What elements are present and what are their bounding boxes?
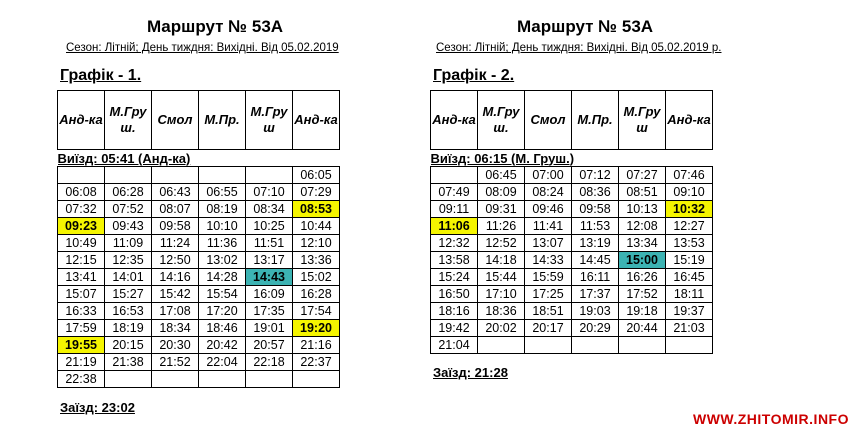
time-cell: 14:33 (525, 252, 572, 269)
time-cell: 09:46 (525, 201, 572, 218)
time-cell: 10:10 (199, 218, 246, 235)
time-cell: 16:26 (619, 269, 666, 286)
time-cell: 19:18 (619, 303, 666, 320)
time-cell: 06:28 (105, 184, 152, 201)
time-cell: 16:53 (105, 303, 152, 320)
time-cell: 15:27 (105, 286, 152, 303)
time-cell: 15:59 (525, 269, 572, 286)
time-cell: 22:38 (58, 371, 105, 388)
stop-header: М.Груш (619, 91, 666, 150)
stop-header: Анд-ка (58, 91, 105, 150)
time-cell: 11:24 (152, 235, 199, 252)
time-cell: 08:07 (152, 201, 199, 218)
table-row (58, 218, 340, 235)
table-row (431, 286, 713, 303)
time-cell: 10:25 (246, 218, 293, 235)
time-cell: 07:46 (666, 167, 713, 184)
table-row (431, 269, 713, 286)
time-cell (152, 167, 199, 184)
time-cell: 09:11 (431, 201, 478, 218)
time-cell: 14:43 (246, 269, 293, 286)
time-cell: 11:36 (199, 235, 246, 252)
departure-note: Виїзд: 05:41 (Анд-ка) (58, 150, 340, 167)
schedule-label-left: Графік - 1. (60, 67, 142, 84)
time-cell: 18:34 (152, 320, 199, 337)
time-cell (58, 167, 105, 184)
table-row (431, 167, 713, 184)
time-cell: 09:31 (478, 201, 525, 218)
departure-note: Виїзд: 06:15 (М. Груш.) (431, 150, 713, 167)
time-cell: 19:37 (666, 303, 713, 320)
time-cell: 12:10 (293, 235, 340, 252)
route-title-left: Маршрут № 53А (146, 17, 284, 36)
time-cell (293, 371, 340, 388)
time-cell: 16:11 (572, 269, 619, 286)
table-row (58, 371, 340, 388)
time-cell: 19:03 (572, 303, 619, 320)
stop-header: Смол (152, 91, 199, 150)
time-cell: 16:33 (58, 303, 105, 320)
timetable-left (57, 90, 340, 388)
time-cell: 17:25 (525, 286, 572, 303)
time-cell: 18:36 (478, 303, 525, 320)
time-cell: 12:52 (478, 235, 525, 252)
time-cell: 17:10 (478, 286, 525, 303)
stop-header: Смол (525, 91, 572, 150)
time-cell: 14:01 (105, 269, 152, 286)
time-cell: 20:42 (199, 337, 246, 354)
time-cell (105, 371, 152, 388)
time-cell: 22:04 (199, 354, 246, 371)
stop-header: М.Пр. (572, 91, 619, 150)
time-cell: 07:52 (105, 201, 152, 218)
time-cell: 07:27 (619, 167, 666, 184)
time-cell: 09:10 (666, 184, 713, 201)
time-cell: 14:18 (478, 252, 525, 269)
time-cell: 18:11 (666, 286, 713, 303)
table-row (58, 303, 340, 320)
time-cell: 22:18 (246, 354, 293, 371)
table-row (431, 320, 713, 337)
time-cell: 21:16 (293, 337, 340, 354)
stop-header: М.Пр. (199, 91, 246, 150)
time-cell: 11:51 (246, 235, 293, 252)
time-cell: 20:57 (246, 337, 293, 354)
time-cell: 08:24 (525, 184, 572, 201)
header-row (58, 91, 340, 150)
time-cell: 11:41 (525, 218, 572, 235)
time-cell: 10:32 (666, 201, 713, 218)
time-cell (431, 167, 478, 184)
time-cell: 16:09 (246, 286, 293, 303)
time-cell: 06:08 (58, 184, 105, 201)
time-cell (525, 337, 572, 354)
time-cell: 15:24 (431, 269, 478, 286)
time-cell: 14:28 (199, 269, 246, 286)
stop-header: М.Груш. (105, 91, 152, 150)
time-cell: 11:26 (478, 218, 525, 235)
time-cell: 20:15 (105, 337, 152, 354)
time-cell: 13:02 (199, 252, 246, 269)
arrival-note-right: Заїзд: 21:28 (433, 365, 508, 380)
time-cell: 16:50 (431, 286, 478, 303)
time-cell: 06:55 (199, 184, 246, 201)
table-row (58, 269, 340, 286)
table-row (58, 252, 340, 269)
table-row (58, 337, 340, 354)
stop-header: Анд-ка (666, 91, 713, 150)
time-cell: 14:16 (152, 269, 199, 286)
time-cell: 08:19 (199, 201, 246, 218)
table-row (431, 337, 713, 354)
table-row (58, 201, 340, 218)
time-cell: 19:20 (293, 320, 340, 337)
time-cell: 09:23 (58, 218, 105, 235)
time-cell (246, 167, 293, 184)
time-cell: 21:38 (105, 354, 152, 371)
time-cell: 07:49 (431, 184, 478, 201)
time-cell: 10:13 (619, 201, 666, 218)
time-cell: 14:45 (572, 252, 619, 269)
time-cell: 11:53 (572, 218, 619, 235)
time-cell: 17:59 (58, 320, 105, 337)
time-cell: 09:58 (152, 218, 199, 235)
time-cell: 20:02 (478, 320, 525, 337)
time-cell: 12:08 (619, 218, 666, 235)
time-cell: 08:36 (572, 184, 619, 201)
stop-header: Анд-ка (431, 91, 478, 150)
time-cell: 17:35 (246, 303, 293, 320)
time-cell: 13:36 (293, 252, 340, 269)
time-cell: 12:50 (152, 252, 199, 269)
time-cell: 19:42 (431, 320, 478, 337)
time-cell: 18:51 (525, 303, 572, 320)
time-cell: 10:49 (58, 235, 105, 252)
header-row (431, 91, 713, 150)
time-cell: 08:34 (246, 201, 293, 218)
season-subtitle-left: Сезон: Літній; День тиждня: Вихідні. Від 05.02.2019 (66, 42, 339, 54)
time-cell: 22:37 (293, 354, 340, 371)
time-cell: 07:29 (293, 184, 340, 201)
table-row (431, 201, 713, 218)
time-cell: 07:10 (246, 184, 293, 201)
table-row (58, 320, 340, 337)
time-cell: 15:54 (199, 286, 246, 303)
time-cell: 21:52 (152, 354, 199, 371)
time-cell (666, 337, 713, 354)
time-cell: 20:30 (152, 337, 199, 354)
route-title-right: Маршрут № 53А (516, 17, 654, 36)
time-cell: 11:06 (431, 218, 478, 235)
time-cell: 09:58 (572, 201, 619, 218)
time-cell: 12:35 (105, 252, 152, 269)
time-cell: 13:19 (572, 235, 619, 252)
table-row (58, 286, 340, 303)
time-cell (478, 337, 525, 354)
time-cell: 16:28 (293, 286, 340, 303)
time-cell: 08:53 (293, 201, 340, 218)
time-cell (105, 167, 152, 184)
time-cell: 13:41 (58, 269, 105, 286)
time-cell (199, 371, 246, 388)
time-cell (152, 371, 199, 388)
time-cell: 15:00 (619, 252, 666, 269)
time-cell (572, 337, 619, 354)
time-cell: 12:15 (58, 252, 105, 269)
time-cell: 15:44 (478, 269, 525, 286)
time-cell: 12:32 (431, 235, 478, 252)
time-cell: 19:01 (246, 320, 293, 337)
season-subtitle-right: Сезон: Літній; День тиждня: Вихідні. Від 05.02.2019 р. (436, 42, 722, 54)
timetable-right (430, 90, 713, 354)
time-cell: 17:37 (572, 286, 619, 303)
time-cell: 13:53 (666, 235, 713, 252)
time-cell: 19:55 (58, 337, 105, 354)
table-row (431, 184, 713, 201)
table-row (58, 184, 340, 201)
table-row (431, 303, 713, 320)
time-cell (619, 337, 666, 354)
schedule-label-right: Графік - 2. (433, 67, 515, 84)
time-cell: 12:27 (666, 218, 713, 235)
time-cell: 07:00 (525, 167, 572, 184)
table-row (431, 252, 713, 269)
time-cell (246, 371, 293, 388)
time-cell: 17:20 (199, 303, 246, 320)
time-cell: 21:19 (58, 354, 105, 371)
time-cell: 13:34 (619, 235, 666, 252)
time-cell: 15:42 (152, 286, 199, 303)
table-row (58, 235, 340, 252)
time-cell: 08:09 (478, 184, 525, 201)
time-cell: 15:02 (293, 269, 340, 286)
time-cell: 06:05 (293, 167, 340, 184)
table-row (431, 218, 713, 235)
time-cell: 13:07 (525, 235, 572, 252)
stop-header: Анд-ка (293, 91, 340, 150)
time-cell: 15:07 (58, 286, 105, 303)
time-cell: 10:44 (293, 218, 340, 235)
time-cell: 13:17 (246, 252, 293, 269)
time-cell: 21:04 (431, 337, 478, 354)
time-cell: 15:19 (666, 252, 713, 269)
table-row (58, 354, 340, 371)
time-cell: 13:58 (431, 252, 478, 269)
time-cell: 09:43 (105, 218, 152, 235)
stop-header: М.Груш. (478, 91, 525, 150)
table-row (58, 167, 340, 184)
time-cell: 20:17 (525, 320, 572, 337)
time-cell: 18:16 (431, 303, 478, 320)
time-cell: 11:09 (105, 235, 152, 252)
time-cell: 18:19 (105, 320, 152, 337)
time-cell (199, 167, 246, 184)
time-cell: 20:44 (619, 320, 666, 337)
time-cell: 16:45 (666, 269, 713, 286)
time-cell: 06:45 (478, 167, 525, 184)
time-cell: 17:54 (293, 303, 340, 320)
time-cell: 18:46 (199, 320, 246, 337)
time-cell: 06:43 (152, 184, 199, 201)
site-watermark: WWW.ZHITOMIR.INFO (693, 411, 849, 427)
time-cell: 20:29 (572, 320, 619, 337)
table-row (431, 235, 713, 252)
time-cell: 07:12 (572, 167, 619, 184)
time-cell: 17:52 (619, 286, 666, 303)
time-cell: 21:03 (666, 320, 713, 337)
time-cell: 08:51 (619, 184, 666, 201)
stop-header: М.Груш (246, 91, 293, 150)
arrival-note-left: Заїзд: 23:02 (60, 400, 135, 415)
time-cell: 17:08 (152, 303, 199, 320)
time-cell: 07:32 (58, 201, 105, 218)
